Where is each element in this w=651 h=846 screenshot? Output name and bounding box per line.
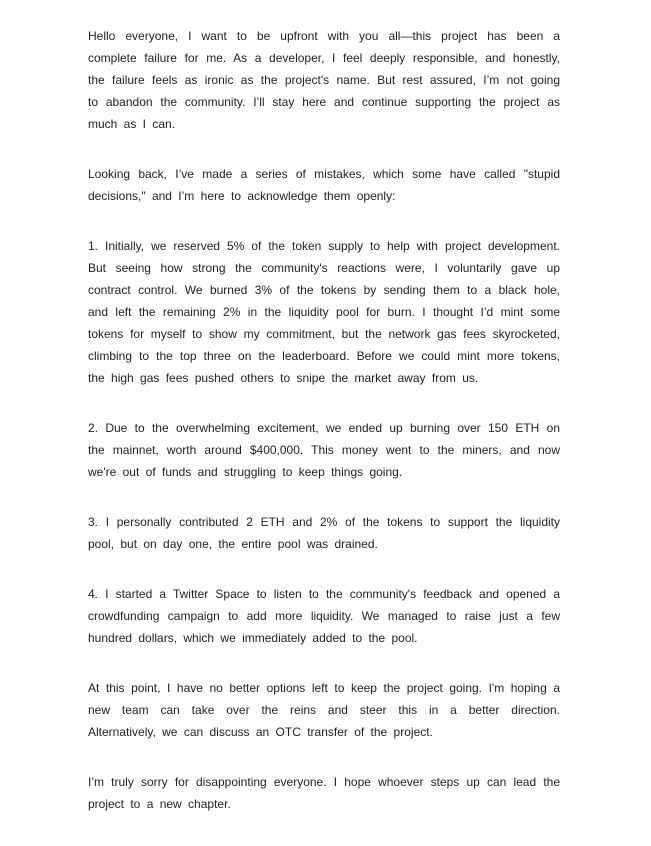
paragraph-point-4: 4. I started a Twitter Space to listen to the community's feedback and opened a crowdfunding campaign to add more liquidity. We managed to raise just a few hundred dollars, which we immediately added to the pool. xyxy=(88,587,560,645)
paragraph-mistakes-intro: Looking back, I’ve made a series of mistakes, which some have called "stupid decisions," and I’m here to acknowledge them openly: xyxy=(88,167,560,203)
paragraph-point-1: 1. Initially, we reserved 5% of the token supply to help with project development. But seeing how strong the community's reactions were, I voluntarily gave up contract control. We burned 3% of the tokens by sending them to a black hole, and left the remaining 2% in the liquidity pool for burn. I thought I’d mint some tokens for myself to show my commitment, but the network gas fees skyrocketed, climbing to the top three on the leaderboard. Before we could mint more tokens, the high gas fees pushed others to snipe the market away from us. xyxy=(88,239,560,385)
paragraph-greeting: Hello everyone, I want to be upfront with you all—this project has been a complete failure for me. As a developer, I feel deeply responsible, and honestly, the failure feels as ironic as the project's name. But rest assured, I’m not going to abandon the community. I’ll stay here and continue supporting the project as much as I can. xyxy=(88,29,560,131)
letter-body xyxy=(88,25,560,815)
paragraph-point-2: 2. Due to the overwhelming excitement, we ended up burning over 150 ETH on the mainnet, worth around $400,000. This money went to the miners, and now we're out of funds and struggling to keep things going. xyxy=(88,421,560,479)
paragraph-apology: I’m truly sorry for disappointing everyone. I hope whoever steps up can lead the project to a new chapter. xyxy=(88,775,560,811)
paragraph-point-3: 3. I personally contributed 2 ETH and 2% of the tokens to support the liquidity pool, but on day one, the entire pool was drained. xyxy=(88,515,560,551)
paragraph-next-steps: At this point, I have no better options left to keep the project going. I'm hoping a new team can take over the reins and steer this in a better direction. Alternatively, we can discuss an OTC transfer of the project. xyxy=(88,681,560,739)
